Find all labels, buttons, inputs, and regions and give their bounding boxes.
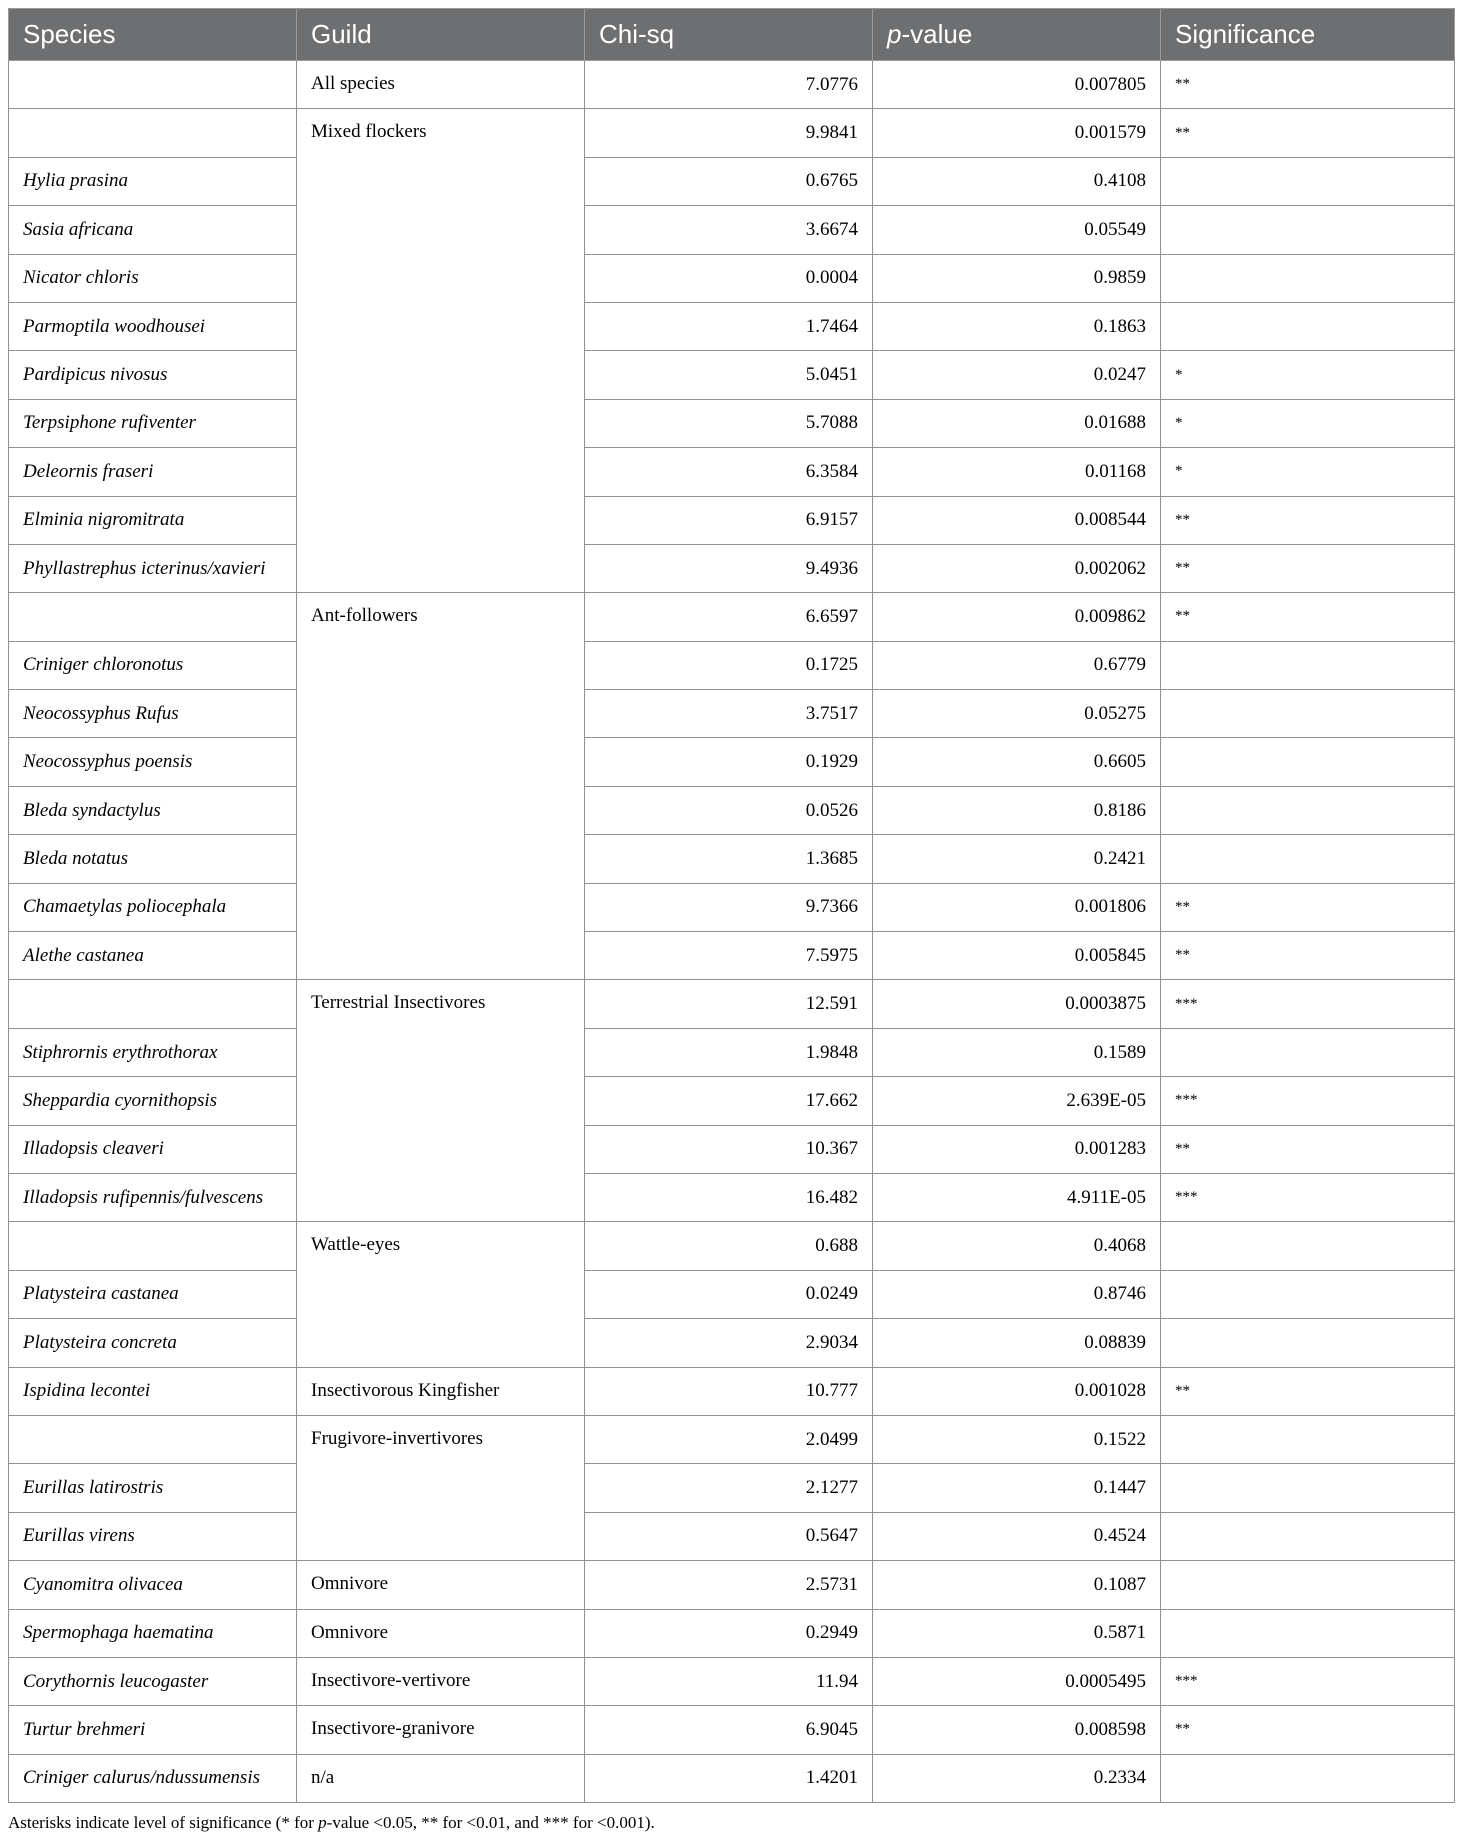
table-container	[8, 8, 1454, 1833]
footnote-pre: Asterisks indicate level of significance (* for	[8, 1813, 319, 1833]
table-row	[9, 1222, 1455, 1270]
table-row	[9, 1173, 1455, 1221]
species-cell: Phyllastrephus icterinus/xavieri	[9, 544, 297, 592]
species-cell	[9, 1222, 297, 1270]
chisq-cell: 10.777	[585, 1367, 873, 1415]
species-cell: Sheppardia cyornithopsis	[9, 1077, 297, 1125]
chisq-cell: 1.7464	[585, 302, 873, 350]
table-row	[9, 738, 1455, 786]
species-cell: Sasia africana	[9, 206, 297, 254]
significance-cell	[1161, 835, 1455, 883]
chisq-cell: 2.1277	[585, 1464, 873, 1512]
p-value-cell: 0.8746	[873, 1270, 1161, 1318]
guild-cell: n/a	[297, 1754, 585, 1802]
table-row	[9, 448, 1455, 496]
table-row	[9, 1077, 1455, 1125]
significance-cell	[1161, 1270, 1455, 1318]
species-cell: Eurillas virens	[9, 1512, 297, 1560]
chisq-cell: 9.9841	[585, 109, 873, 157]
guild-cell: Insectivore-granivore	[297, 1706, 585, 1754]
table-row	[9, 883, 1455, 931]
chisq-cell: 6.9157	[585, 496, 873, 544]
table-row	[9, 1367, 1455, 1415]
table-row	[9, 835, 1455, 883]
table-row	[9, 690, 1455, 738]
p-value-cell: 0.01168	[873, 448, 1161, 496]
p-value-cell: 0.001806	[873, 883, 1161, 931]
significance-cell: **	[1161, 544, 1455, 592]
species-cell: Criniger chloronotus	[9, 641, 297, 689]
guild-cell: Terrestrial Insectivores	[297, 980, 585, 1222]
significance-cell: **	[1161, 932, 1455, 980]
guild-cell: Insectivorous Kingfisher	[297, 1367, 585, 1415]
chisq-cell: 9.7366	[585, 883, 873, 931]
p-value-cell: 0.005845	[873, 932, 1161, 980]
p-value-cell: 0.2334	[873, 1754, 1161, 1802]
chisq-cell: 2.9034	[585, 1319, 873, 1367]
footnote-post: -value <0.05, ** for <0.01, and *** for <0.001).	[326, 1813, 655, 1833]
guild-cell: All species	[297, 61, 585, 109]
significance-cell	[1161, 1415, 1455, 1463]
p-value-cell: 0.2421	[873, 835, 1161, 883]
chisq-cell: 1.3685	[585, 835, 873, 883]
species-cell: Alethe castanea	[9, 932, 297, 980]
guild-cell: Frugivore-invertivores	[297, 1415, 585, 1560]
header-row	[9, 9, 1455, 61]
table-row	[9, 1706, 1455, 1754]
table-row	[9, 1657, 1455, 1705]
species-cell: Neocossyphus Rufus	[9, 690, 297, 738]
significance-cell: **	[1161, 883, 1455, 931]
chisq-cell: 10.367	[585, 1125, 873, 1173]
guild-cell: Omnivore	[297, 1609, 585, 1657]
chisq-cell: 5.7088	[585, 399, 873, 447]
significance-cell: ***	[1161, 1077, 1455, 1125]
species-cell	[9, 980, 297, 1028]
species-cell: Chamaetylas poliocephala	[9, 883, 297, 931]
chisq-cell: 5.0451	[585, 351, 873, 399]
significance-cell	[1161, 641, 1455, 689]
header-chisq: Chi-sq	[585, 9, 873, 61]
chisq-cell: 0.2949	[585, 1609, 873, 1657]
p-value-cell: 0.4068	[873, 1222, 1161, 1270]
p-value-cell: 0.08839	[873, 1319, 1161, 1367]
table-row	[9, 932, 1455, 980]
p-value-cell: 0.001283	[873, 1125, 1161, 1173]
chisq-cell: 11.94	[585, 1657, 873, 1705]
table-row	[9, 1754, 1455, 1802]
significance-cell: **	[1161, 1367, 1455, 1415]
species-cell: Deleornis fraseri	[9, 448, 297, 496]
table-header	[9, 9, 1455, 61]
results-table	[8, 8, 1455, 1803]
p-value-cell: 0.0247	[873, 351, 1161, 399]
p-value-cell: 0.01688	[873, 399, 1161, 447]
table-row	[9, 254, 1455, 302]
header-p-value	[873, 9, 1161, 61]
p-value-cell: 0.007805	[873, 61, 1161, 109]
species-cell: Stiphrornis erythrothorax	[9, 1028, 297, 1076]
chisq-cell: 7.0776	[585, 61, 873, 109]
species-cell: Spermophaga haematina	[9, 1609, 297, 1657]
guild-cell: Ant-followers	[297, 593, 585, 980]
p-value-cell: 0.001579	[873, 109, 1161, 157]
species-cell: Pardipicus nivosus	[9, 351, 297, 399]
significance-cell	[1161, 1464, 1455, 1512]
significance-cell: *	[1161, 448, 1455, 496]
species-cell: Illadopsis cleaveri	[9, 1125, 297, 1173]
species-cell: Illadopsis rufipennis/fulvescens	[9, 1173, 297, 1221]
chisq-cell: 1.4201	[585, 1754, 873, 1802]
p-value-cell: 0.1522	[873, 1415, 1161, 1463]
p-value-cell: 0.1589	[873, 1028, 1161, 1076]
p-value-cell: 0.5871	[873, 1609, 1161, 1657]
table-row	[9, 641, 1455, 689]
significance-cell	[1161, 1609, 1455, 1657]
significance-cell: **	[1161, 593, 1455, 641]
guild-cell: Omnivore	[297, 1561, 585, 1609]
chisq-cell: 12.591	[585, 980, 873, 1028]
significance-cell	[1161, 1754, 1455, 1802]
species-cell: Corythornis leucogaster	[9, 1657, 297, 1705]
header-species: Species	[9, 9, 297, 61]
table-row	[9, 1125, 1455, 1173]
table-body	[9, 61, 1455, 1803]
significance-cell	[1161, 254, 1455, 302]
table-row	[9, 399, 1455, 447]
chisq-cell: 7.5975	[585, 932, 873, 980]
p-value-cell: 0.9859	[873, 254, 1161, 302]
species-cell: Criniger calurus/ndussumensis	[9, 1754, 297, 1802]
table-row	[9, 1561, 1455, 1609]
table-row	[9, 1609, 1455, 1657]
significance-cell	[1161, 157, 1455, 205]
species-cell: Elminia nigromitrata	[9, 496, 297, 544]
significance-cell	[1161, 1222, 1455, 1270]
chisq-cell: 2.5731	[585, 1561, 873, 1609]
p-value-cell: 0.05275	[873, 690, 1161, 738]
chisq-cell: 6.6597	[585, 593, 873, 641]
significance-cell: **	[1161, 1706, 1455, 1754]
header-guild: Guild	[297, 9, 585, 61]
chisq-cell: 0.688	[585, 1222, 873, 1270]
species-cell	[9, 1415, 297, 1463]
chisq-cell: 0.0249	[585, 1270, 873, 1318]
p-value-cell: 0.008544	[873, 496, 1161, 544]
species-cell: Cyanomitra olivacea	[9, 1561, 297, 1609]
p-value-cell: 0.008598	[873, 1706, 1161, 1754]
chisq-cell: 1.9848	[585, 1028, 873, 1076]
table-row	[9, 351, 1455, 399]
significance-cell	[1161, 1319, 1455, 1367]
p-value-cell: 0.009862	[873, 593, 1161, 641]
chisq-cell: 3.6674	[585, 206, 873, 254]
significance-cell	[1161, 690, 1455, 738]
significance-cell	[1161, 1028, 1455, 1076]
p-value-cell: 0.002062	[873, 544, 1161, 592]
table-row	[9, 593, 1455, 641]
significance-cell: ***	[1161, 1173, 1455, 1221]
chisq-cell: 9.4936	[585, 544, 873, 592]
p-value-cell: 0.6605	[873, 738, 1161, 786]
significance-cell: **	[1161, 109, 1455, 157]
table-row	[9, 1270, 1455, 1318]
table-row	[9, 109, 1455, 157]
species-cell: Platysteira castanea	[9, 1270, 297, 1318]
species-cell: Nicator chloris	[9, 254, 297, 302]
table-row	[9, 1415, 1455, 1463]
p-value-cell: 0.0005495	[873, 1657, 1161, 1705]
significance-cell	[1161, 1561, 1455, 1609]
table-row	[9, 980, 1455, 1028]
species-cell: Bleda syndactylus	[9, 786, 297, 834]
species-cell: Platysteira concreta	[9, 1319, 297, 1367]
chisq-cell: 0.0004	[585, 254, 873, 302]
chisq-cell: 16.482	[585, 1173, 873, 1221]
table-row	[9, 1028, 1455, 1076]
chisq-cell: 6.3584	[585, 448, 873, 496]
table-row	[9, 544, 1455, 592]
p-value-cell: 4.911E-05	[873, 1173, 1161, 1221]
species-cell: Turtur brehmeri	[9, 1706, 297, 1754]
p-value-cell: 0.0003875	[873, 980, 1161, 1028]
table-row	[9, 786, 1455, 834]
p-value-cell: 2.639E-05	[873, 1077, 1161, 1125]
p-value-cell: 0.1863	[873, 302, 1161, 350]
chisq-cell: 2.0499	[585, 1415, 873, 1463]
guild-cell: Insectivore-vertivore	[297, 1657, 585, 1705]
p-value-cell: 0.1087	[873, 1561, 1161, 1609]
species-cell: Eurillas latirostris	[9, 1464, 297, 1512]
significance-cell	[1161, 302, 1455, 350]
p-value-cell: 0.4524	[873, 1512, 1161, 1560]
species-cell: Ispidina lecontei	[9, 1367, 297, 1415]
table-row	[9, 496, 1455, 544]
header-p-rest: -value	[901, 19, 973, 49]
chisq-cell: 0.1725	[585, 641, 873, 689]
chisq-cell: 0.1929	[585, 738, 873, 786]
header-p-italic: p	[887, 19, 902, 49]
p-value-cell: 0.1447	[873, 1464, 1161, 1512]
species-cell: Hylia prasina	[9, 157, 297, 205]
guild-cell: Mixed flockers	[297, 109, 585, 593]
species-cell	[9, 61, 297, 109]
species-cell: Parmoptila woodhousei	[9, 302, 297, 350]
chisq-cell: 3.7517	[585, 690, 873, 738]
p-value-cell: 0.6779	[873, 641, 1161, 689]
chisq-cell: 17.662	[585, 1077, 873, 1125]
significance-cell	[1161, 786, 1455, 834]
significance-cell	[1161, 1512, 1455, 1560]
significance-cell: ***	[1161, 980, 1455, 1028]
significance-cell: **	[1161, 496, 1455, 544]
table-row	[9, 302, 1455, 350]
species-cell	[9, 109, 297, 157]
species-cell: Neocossyphus poensis	[9, 738, 297, 786]
species-cell	[9, 593, 297, 641]
guild-cell: Wattle-eyes	[297, 1222, 585, 1367]
chisq-cell: 0.6765	[585, 157, 873, 205]
p-value-cell: 0.05549	[873, 206, 1161, 254]
species-cell: Terpsiphone rufiventer	[9, 399, 297, 447]
significance-cell	[1161, 206, 1455, 254]
chisq-cell: 6.9045	[585, 1706, 873, 1754]
p-value-cell: 0.4108	[873, 157, 1161, 205]
table-row	[9, 157, 1455, 205]
significance-cell	[1161, 738, 1455, 786]
chisq-cell: 0.5647	[585, 1512, 873, 1560]
header-significance: Significance	[1161, 9, 1455, 61]
significance-cell: **	[1161, 61, 1455, 109]
table-row	[9, 1319, 1455, 1367]
significance-cell: *	[1161, 399, 1455, 447]
significance-cell: *	[1161, 351, 1455, 399]
p-value-cell: 0.8186	[873, 786, 1161, 834]
table-row	[9, 206, 1455, 254]
table-row	[9, 61, 1455, 109]
footnote-p-italic: p	[318, 1813, 327, 1833]
p-value-cell: 0.001028	[873, 1367, 1161, 1415]
species-cell: Bleda notatus	[9, 835, 297, 883]
footnote	[8, 1813, 1454, 1833]
chisq-cell: 0.0526	[585, 786, 873, 834]
significance-cell: **	[1161, 1125, 1455, 1173]
table-row	[9, 1512, 1455, 1560]
table-row	[9, 1464, 1455, 1512]
significance-cell: ***	[1161, 1657, 1455, 1705]
